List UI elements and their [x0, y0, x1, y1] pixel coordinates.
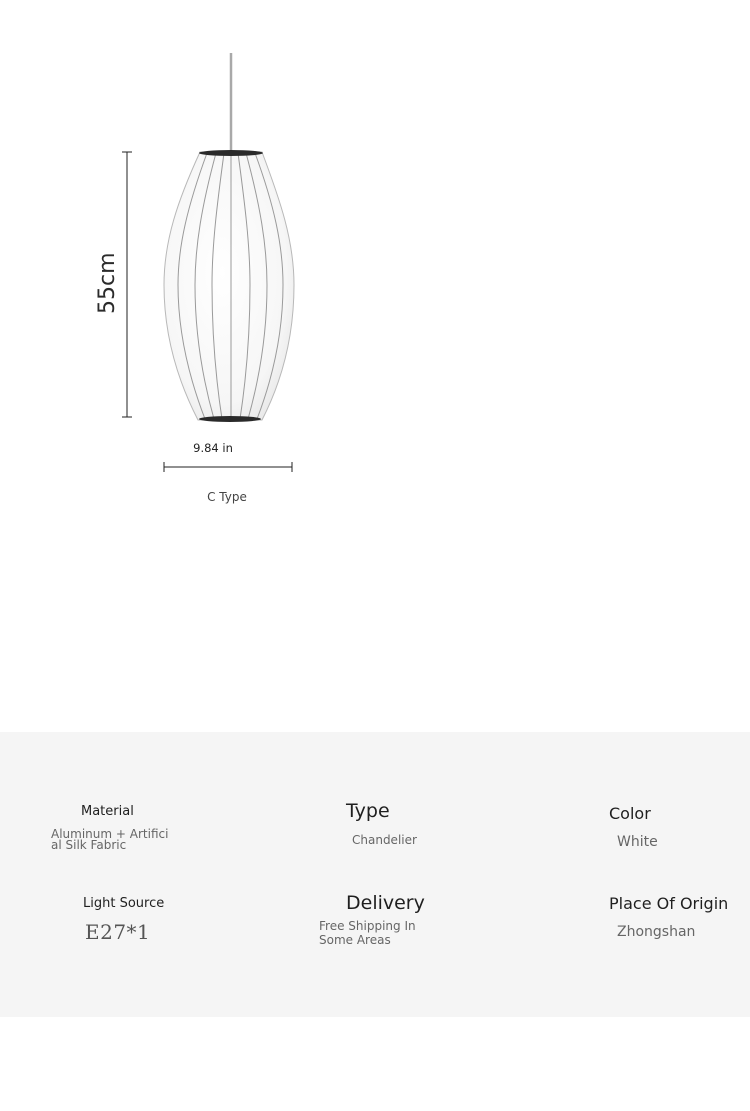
width-dimension-label: 9.84 in: [193, 441, 233, 455]
delivery-label: Delivery: [346, 892, 425, 914]
height-dimension-line: [122, 152, 132, 417]
place-of-origin-value: Zhongshan: [617, 924, 696, 940]
light-source-value: E27*1: [85, 920, 151, 944]
height-dimension-label: 55cm: [95, 252, 120, 314]
light-source-label: Light Source: [83, 896, 165, 911]
delivery-value: Free Shipping In Some Areas: [319, 919, 416, 947]
color-label: Color: [609, 804, 651, 823]
lamp-type-label: C Type: [207, 490, 247, 504]
color-value: White: [617, 834, 658, 850]
spec-panel: [0, 732, 750, 1017]
lamp-shade: [164, 152, 294, 420]
material-value: Aluminum + Artificial Silk Fabric: [51, 827, 169, 852]
type-value: Chandelier: [352, 833, 417, 847]
width-dimension-line: [164, 462, 292, 472]
material-label: Material: [81, 804, 134, 819]
type-label: Type: [346, 800, 390, 822]
lamp-top-cap: [199, 150, 263, 156]
place-of-origin-label: Place Of Origin: [609, 894, 729, 913]
lamp-bottom-ring: [199, 416, 261, 422]
bottom-spacer: [0, 1017, 750, 1111]
